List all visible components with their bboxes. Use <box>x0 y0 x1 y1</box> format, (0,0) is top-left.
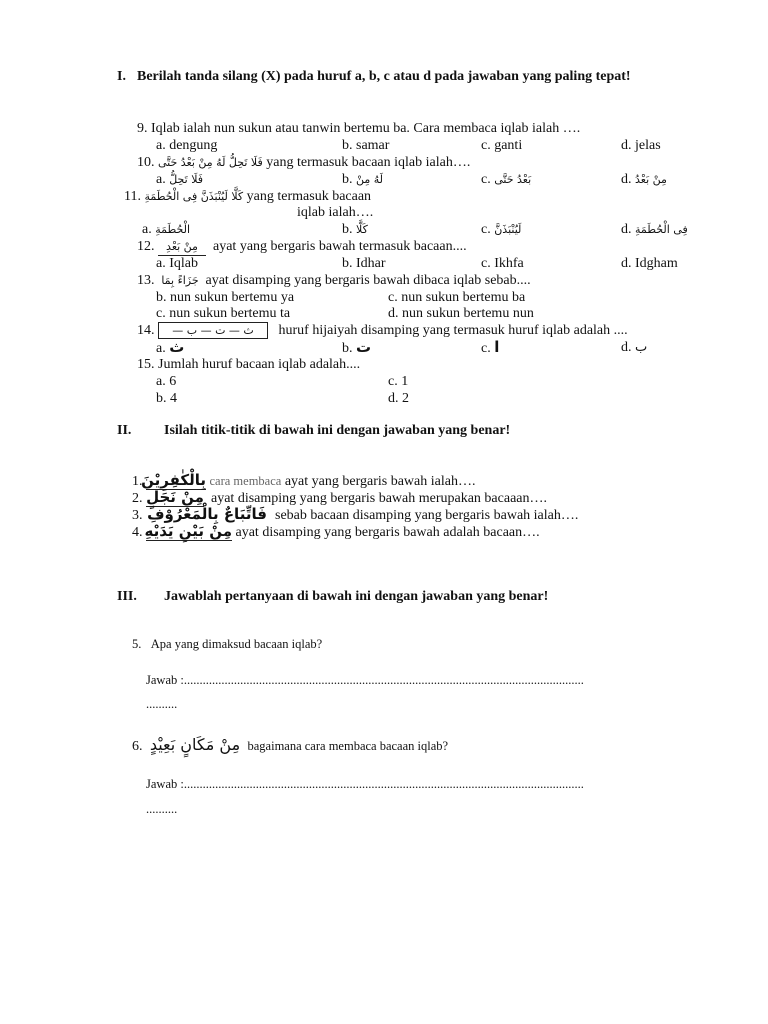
q13-option-c: c. nun sukun bertemu ba <box>388 290 526 305</box>
q13-number: 13. <box>137 273 155 288</box>
q10-option-a: a. فَلَا تَحِلُّ <box>156 172 204 187</box>
q13-option-c2: c. nun sukun bertemu ta <box>156 306 291 321</box>
q14-line <box>137 322 628 339</box>
s3-q5-number: 5. <box>132 637 142 651</box>
s3-q6 <box>132 736 448 755</box>
s3-q5-text: Apa yang dimaksud bacaan iqlab? <box>150 637 323 651</box>
s2-item-3-arabic: فَاتِّبَاعٌ بِالْمَعْرُوْفِ <box>147 505 267 523</box>
s3-q6-answer-line[interactable]: Jawab :................................................................................................................................ <box>146 777 584 791</box>
q9-option-a: a. dengung <box>156 138 218 153</box>
section-3-title: Jawablah pertanyaan di bawah ini dengan jawaban yang benar! <box>164 589 549 604</box>
q11-text: yang termasuk bacaan <box>246 189 372 204</box>
q15-option-a: a. 6 <box>156 374 177 389</box>
q15-option-c: c. 1 <box>388 374 409 389</box>
s2-item-2-arabic: مِنْ نَجَلٍ <box>146 488 204 506</box>
q13-text: ayat disamping yang bergaris bawah dibaca iqlab sebab.... <box>205 273 531 288</box>
q10-number: 10. <box>137 155 155 170</box>
q11-option-a: a. الْحُطَمَةِ <box>142 222 191 237</box>
q12-line <box>137 238 467 256</box>
s3-q6-text: bagaimana cara membaca bacaan iqlab? <box>247 739 449 753</box>
q12-option-a: a. Iqlab <box>156 256 198 271</box>
q11-option-d: d. فِى الْحُطَمَةِ <box>621 222 688 237</box>
s2-item-1-arabic: بِالْكٰفِرِيْنَ <box>141 471 206 489</box>
q12-option-c: c. Ikhfa <box>481 256 524 271</box>
q13-arabic: جَزَاءً بِمَا <box>161 274 199 287</box>
q14-option-c: c. ا <box>481 338 500 356</box>
q11-line <box>124 188 371 205</box>
q11-option-c: c. لَيُنْبَذَنَّ <box>481 222 522 237</box>
s2-item-2-number: 2. <box>132 491 143 506</box>
s2-item-1-number: 1. <box>132 474 143 489</box>
q10-option-b: b. لَهُ مِنْ <box>342 172 384 187</box>
q12-number: 12. <box>137 239 155 254</box>
q12-option-b: b. Idhar <box>342 256 386 271</box>
q12-option-d: d. Idgham <box>621 256 678 271</box>
q10-option-c: c. بَعْدُ حَتَّى <box>481 172 532 187</box>
section-1-number: I. <box>117 69 126 84</box>
q14-option-d: d. ب <box>621 340 648 355</box>
q11-option-b: b. كَلَّا <box>342 222 368 237</box>
q9-option-d: d. jelas <box>621 138 661 153</box>
s2-item-4-number: 4. <box>132 525 143 540</box>
s2-item-4 <box>132 523 540 541</box>
section-2-title: Isilah titik-titik di bawah ini dengan jawaban yang benar! <box>164 423 511 438</box>
q14-text: huruf hijaiyah disamping yang termasuk huruf iqlab adalah .... <box>278 323 628 338</box>
s3-q5 <box>132 637 322 652</box>
q9-option-b: b. samar <box>342 138 390 153</box>
q14-letter-box: ث — ت — ب — <box>158 322 268 339</box>
q9-option-c: c. ganti <box>481 138 523 153</box>
q13-option-b: b. nun sukun bertemu ya <box>156 290 295 305</box>
s3-q5-answer-line[interactable]: Jawab :................................................................................................................................ <box>146 673 584 687</box>
q14-number: 14. <box>137 323 155 338</box>
s3-q5-answer-cont: .......... <box>146 697 178 711</box>
q10-text: yang termasuk bacaan iqlab ialah…. <box>266 155 471 170</box>
q10-option-d: d. مِنْ بَعْدُ <box>621 172 667 187</box>
q10-line <box>137 154 470 171</box>
s2-item-4-arabic: مِنْ بَيْنِ يَدَيْهِ <box>144 522 232 540</box>
s2-item-3-text: sebab bacaan disamping yang bergaris bawah ialah…. <box>275 508 579 523</box>
s2-item-3-number: 3. <box>132 508 143 523</box>
q11-number: 11. <box>124 189 141 204</box>
s2-item-4-text: ayat disamping yang bergaris bawah adalah bacaan…. <box>235 525 540 540</box>
q12-arabic: مِنْ بَعْدِ <box>158 238 206 256</box>
q12-text: ayat yang bergaris bawah termasuk bacaan.... <box>213 239 467 254</box>
s2-item-1-text: ayat yang bergaris bawah ialah…. <box>284 474 476 489</box>
s3-q6-answer-cont: .......... <box>146 802 178 816</box>
s2-item-1-grey: cara membaca <box>209 474 282 488</box>
q9-text: 9. Iqlab ialah nun sukun atau tanwin bertemu ba. Cara membaca iqlab ialah …. <box>137 121 581 136</box>
s3-q6-number: 6. <box>132 739 143 754</box>
q13-line <box>137 272 531 289</box>
section-2-number: II. <box>117 423 132 438</box>
q14-option-b: b. ت <box>342 338 372 356</box>
q13-option-d: d. nun sukun bertemu nun <box>388 306 534 321</box>
section-3-number: III. <box>117 589 137 604</box>
s2-item-2-text: ayat disamping yang bergaris bawah merupakan bacaaan…. <box>211 491 547 506</box>
q11-arabic: كَلَّا لَيُنْبَذَنَّ فِى الْحُطَمَةِ <box>144 190 244 203</box>
section-1-title: Berilah tanda silang (X) pada huruf a, b, c atau d pada jawaban yang paling tepat! <box>137 69 631 84</box>
q14-option-a: a. ث <box>156 338 185 356</box>
q15-option-d: d. 2 <box>388 391 409 406</box>
q10-arabic: فَلَا تَحِلُّ لَهُ مِنْ بَعْدُ حَتَّى <box>158 156 263 169</box>
q15-text: 15. Jumlah huruf bacaan iqlab adalah.... <box>137 357 361 372</box>
q11-text-2: iqlab ialah…. <box>297 205 374 220</box>
q15-option-b: b. 4 <box>156 391 177 406</box>
s3-q6-arabic: مِنْ مَكَانٍ بَعِيْدٍ <box>149 735 241 754</box>
